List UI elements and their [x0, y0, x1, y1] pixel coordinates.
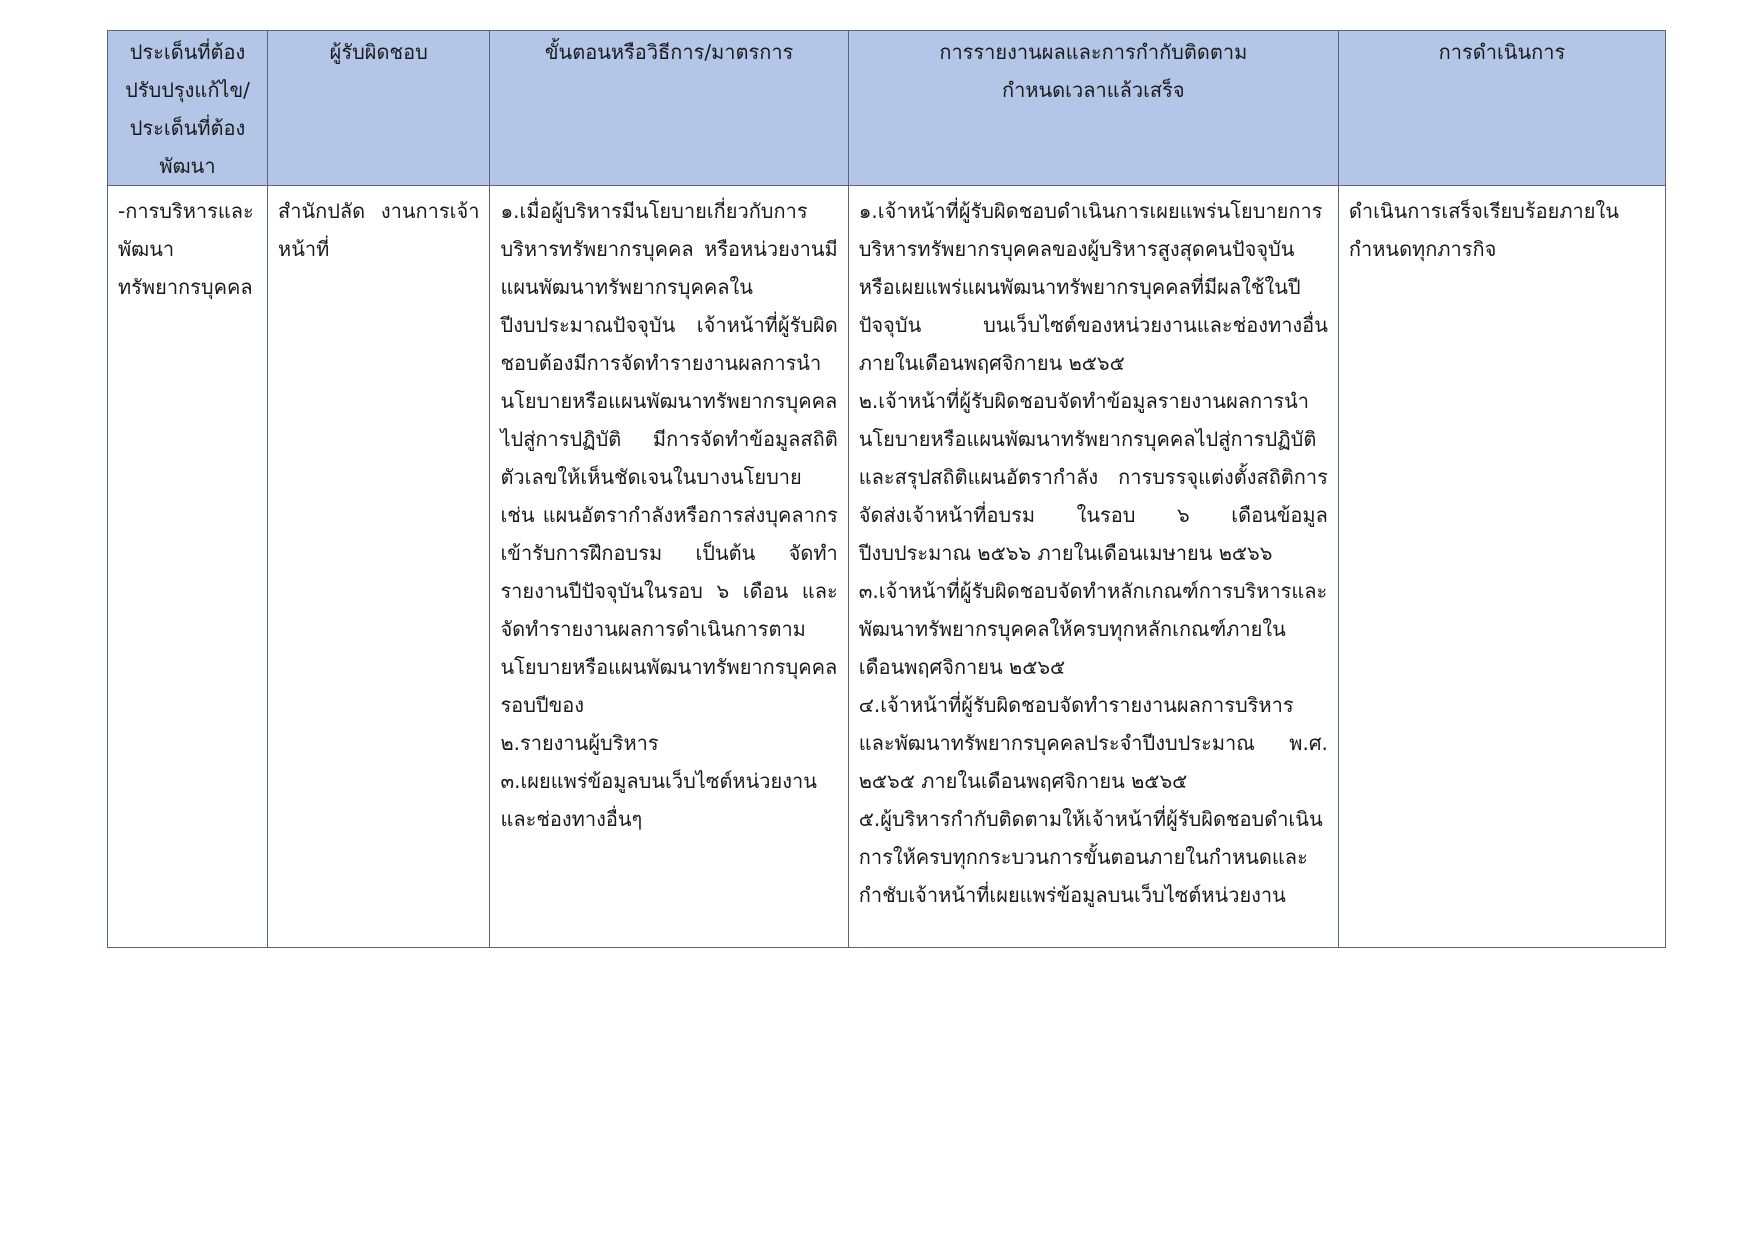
- header-issue-line: ปรับปรุงแก้ไข/: [125, 78, 250, 102]
- reporting-item: ๔.เจ้าหน้าที่ผู้รับผิดชอบจัดทำรายงานผลการบริหารและพัฒนาทรัพยากรบุคคลประจำปีงบประมาณ พ.ศ. ๒๕๖๕ ภายในเดือนพฤศจิกายน ๒๕๖๕: [858, 693, 1328, 793]
- cell-steps: [490, 186, 848, 948]
- step-item: ๒.รายงานผู้บริหาร: [500, 731, 659, 755]
- step-item: ๑.เมื่อผู้บริหารมีนโยบายเกี่ยวกับการบริหารทรัพยากรบุคคล หรือหน่วยงานมีแผนพัฒนาทรัพยากรบุคคลในปีงบประมาณปัจจุบัน เจ้าหน้าที่ผู้รับผิดชอบต้องมีการจัดทำรายงานผลการนำนโยบายหรือแผนพัฒนาทรัพยากรบุคคลไปสู่การปฏิบัติ มีการจัดทำข้อมูลสถิติตัวเลขให้เห็นชัดเจนในบางนโยบาย เช่น แผนอัตรากำลังหรือการส่งบุคลากรเข้ารับการฝึกอบรม เป็นต้น จัดทำรายงานปีปัจจุบันในรอบ ๖ เดือน และจัดทำรายงานผลการดำเนินการตามนโยบายหรือแผนพัฒนาทรัพยากรบุคคลรอบปีของ: [500, 199, 838, 717]
- header-issue: [108, 31, 268, 186]
- reporting-item: ๒.เจ้าหน้าที่ผู้รับผิดชอบจัดทำข้อมูลรายงานผลการนำนโยบายหรือแผนพัฒนาทรัพยากรบุคคลไปสู่การปฏิบัติ และสรุปสถิติแผนอัตรากำลัง การบรรจุแต่งตั้งสถิติการจัดส่งเจ้าหน้าที่อบรม ในรอบ ๖ เดือนข้อมูลปีงบประมาณ ๒๕๖๖ ภายในเดือนเมษายน ๒๕๖๖: [858, 389, 1328, 565]
- header-action: [1338, 31, 1665, 186]
- reporting-item: ๑.เจ้าหน้าที่ผู้รับผิดชอบดำเนินการเผยแพร่นโยบายการบริหารทรัพยากรบุคคลของผู้บริหารสูงสุดคนปัจจุบันหรือเผยแพร่แผนพัฒนาทรัพยากรบุคคลที่มีผลใช้ในปีปัจจุบัน บนเว็บไซต์ของหน่วยงานและช่องทางอื่นภายในเดือนพฤศจิกายน ๒๕๖๕: [858, 199, 1328, 375]
- header-issue-line: พัฒนา: [159, 154, 216, 178]
- issue-text: -การบริหารและพัฒนาทรัพยากรบุคคล: [118, 199, 254, 299]
- table-row: [108, 186, 1666, 948]
- cell-issue: [108, 186, 268, 948]
- responsible-text: สำนักปลัด งานการเจ้าหน้าที่: [278, 199, 480, 261]
- header-reporting-line: กำหนดเวลาแล้วเสร็จ: [1001, 78, 1185, 102]
- header-steps: [490, 31, 848, 186]
- reporting-item: ๓.เจ้าหน้าที่ผู้รับผิดชอบจัดทำหลักเกณฑ์การบริหารและพัฒนาทรัพยากรบุคคลให้ครบทุกหลักเกณฑ์ภายในเดือนพฤศจิกายน ๒๕๖๕: [858, 579, 1328, 679]
- header-reporting: [848, 31, 1338, 186]
- table-header-row: [108, 31, 1666, 186]
- header-action-label: การดำเนินการ: [1438, 40, 1566, 64]
- action-text: ดำเนินการเสร็จเรียบร้อยภายในกำหนดทุกภารกิจ: [1348, 199, 1619, 261]
- header-responsible: [268, 31, 490, 186]
- step-item: ๓.เผยแพร่ข้อมูลบนเว็บไซต์หน่วยงานและช่องทางอื่นๆ: [500, 769, 817, 831]
- header-issue-line: ประเด็นที่ต้อง: [129, 116, 246, 140]
- cell-reporting: [848, 186, 1338, 948]
- cell-responsible: [268, 186, 490, 948]
- cell-action: [1338, 186, 1665, 948]
- header-steps-label: ขั้นตอนหรือวิธีการ/มาตรการ: [544, 40, 794, 64]
- improvement-plan-table: [107, 30, 1666, 948]
- header-issue-line: ประเด็นที่ต้อง: [129, 40, 246, 64]
- reporting-item: ๕.ผู้บริหารกำกับติดตามให้เจ้าหน้าที่ผู้รับผิดชอบดำเนินการให้ครบทุกกระบวนการขั้นตอนภายในกำหนดและกำชับเจ้าหน้าที่เผยแพร่ข้อมูลบนเว็บไซต์หน่วยงาน: [858, 807, 1323, 907]
- header-responsible-label: ผู้รับผิดชอบ: [329, 40, 428, 64]
- header-reporting-line: การรายงานผลและการกำกับติดตาม: [939, 40, 1248, 64]
